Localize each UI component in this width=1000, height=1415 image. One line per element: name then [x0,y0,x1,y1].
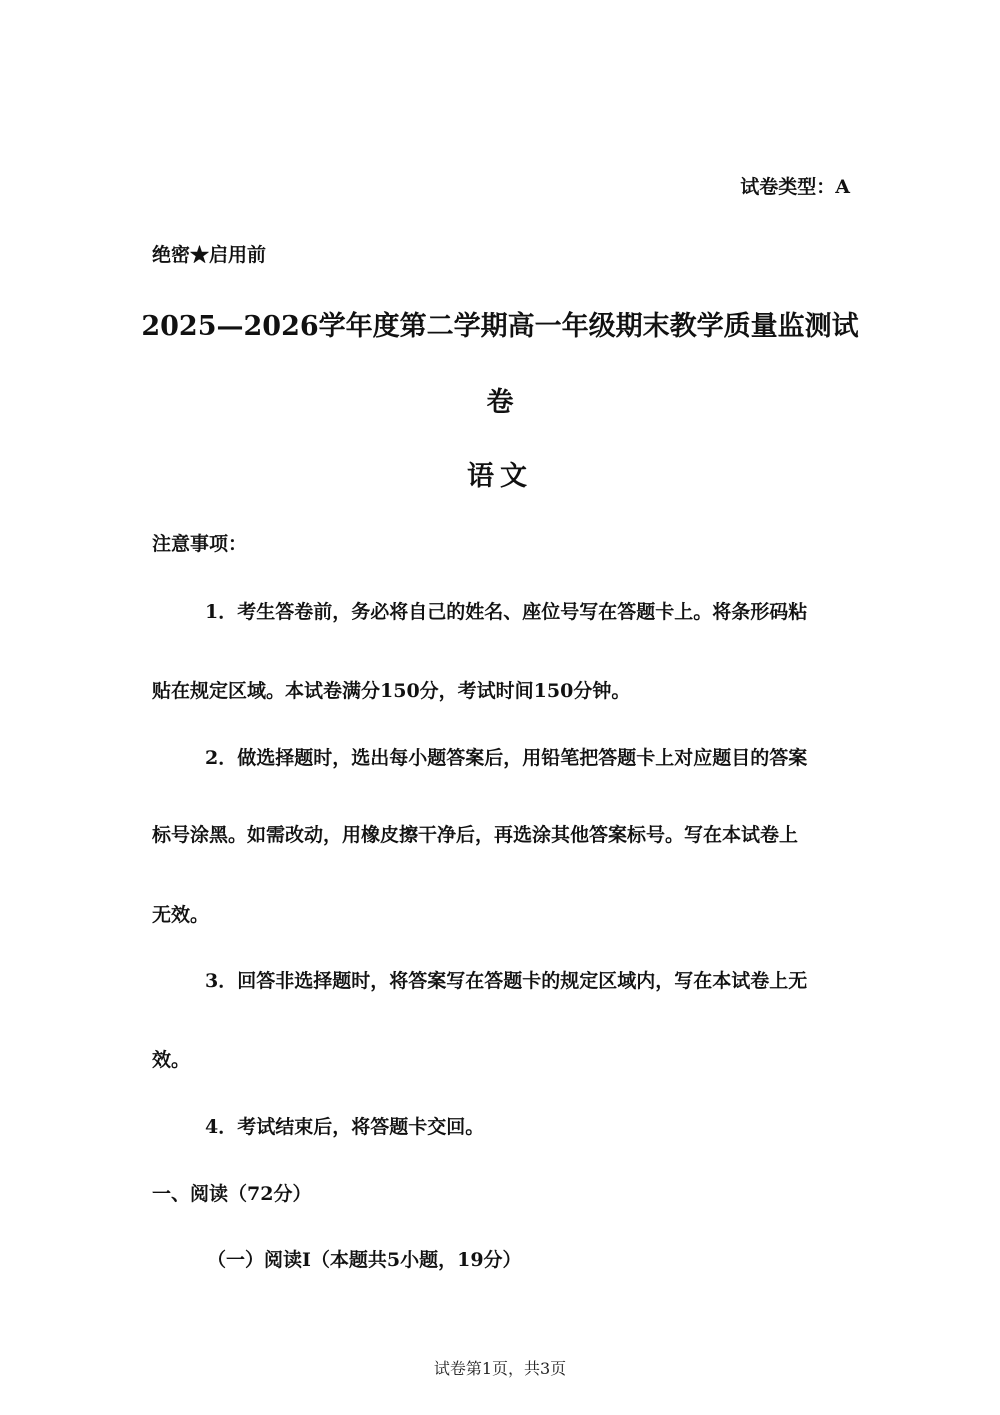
paper-type-label: 试卷类型：A [740,176,850,198]
note-4-line-1: 4．考试结束后，将答题卡交回。 [205,1116,485,1138]
exam-title-line-1: 2025—2026学年度第二学期高一年级期末教学质量监测试 [141,311,859,342]
note-2-line-3: 无效。 [152,904,210,926]
note-1-line-2: 贴在规定区域。本试卷满分150分，考试时间150分钟。 [152,680,631,702]
note-2-line-2: 标号涂黑。如需改动，用橡皮擦干净后，再选涂其他答案标号。写在本试卷上 [152,824,799,846]
exam-title-line-2: 卷 [486,387,514,418]
note-3-line-2: 效。 [152,1049,191,1071]
page-footer: 试卷第1页，共3页 [433,1359,567,1378]
section-1-heading: 一、阅读（72分） [152,1183,312,1205]
note-3-line-1: 3．回答非选择题时，将答案写在答题卡的规定区域内，写在本试卷上无 [205,970,808,992]
note-1-line-1: 1．考生答卷前，务必将自己的姓名、座位号写在答题卡上。将条形码粘 [205,601,808,623]
subject-title: 语文 [467,461,533,492]
note-2-line-1: 2．做选择题时，选出每小题答案后，用铅笔把答题卡上对应题目的答案 [205,747,808,769]
notes-heading: 注意事项： [152,533,248,555]
secret-mark: 绝密★启用前 [152,244,267,266]
subsection-1-heading: （一）阅读I（本题共5小题，19分） [207,1249,522,1271]
